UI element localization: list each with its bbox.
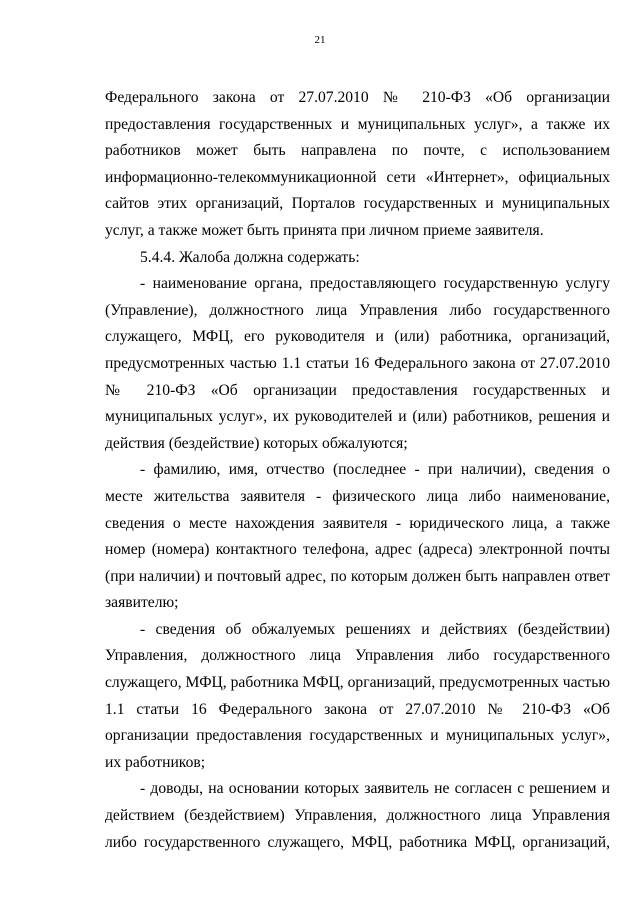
page-number: 21: [314, 34, 326, 46]
paragraph-section-5-4-4: 5.4.4. Жалоба должна содержать:: [140, 248, 360, 266]
list-item-arguments: - доводы, на основании которых заявитель не согласен с решением и действием (бездействием) Управления, должностного лица Управления либо государственного служащего, МФЦ, работника МФЦ, организаций,: [105, 780, 610, 851]
paragraph-complaint-channels: Федерального закона от 27.07.2010 № 210-ФЗ «Об организации предоставления государственных и муниципальных услуг», а также их работников может быть направлена по почте, с использованием информационно-телекоммуникационной сети «Интернет», официальных сайтов этих организаций, Порталов государственных и муниципальных услуг, а также может быть принята при личном приеме заявителя.: [105, 89, 610, 239]
list-item-appealed-decisions: - сведения об обжалуемых решениях и действиях (бездействии) Управления, должностного лица Управления либо государственного служащего, МФЦ, работника МФЦ, организаций, предусмотренных частью 1.1 статьи 16 Федерального закона от 27.07.2010 № 210-ФЗ «Об организации предоставления государственных и муниципальных услуг», их работников;: [105, 620, 610, 771]
list-item-applicant-details: - фамилию, имя, отчество (последнее - при наличии), сведения о месте жительства заявителя - физического лица либо наименование, сведения о месте нахождения заявителя - юридического лица, а также номер (номера) контактного телефона, адрес (адреса) электронной почты (при наличии) и почтовый адрес, по которым должен быть направлен ответ заявителю;: [105, 461, 610, 612]
document-body: [105, 85, 610, 856]
list-item-authority-name: - наименование органа, предоставляющего государственную услугу (Управление), должностного лица Управления либо государственного служащего, МФЦ, его руководителя и (или) работника, организаций, предусмотренных частью 1.1 статьи 16 Федерального закона от 27.07.2010 № 210-ФЗ «Об организации предоставления государственных и муниципальных услуг», их руководителей и (или) работников, решения и действия (бездействие) которых обжалуются;: [105, 275, 610, 452]
